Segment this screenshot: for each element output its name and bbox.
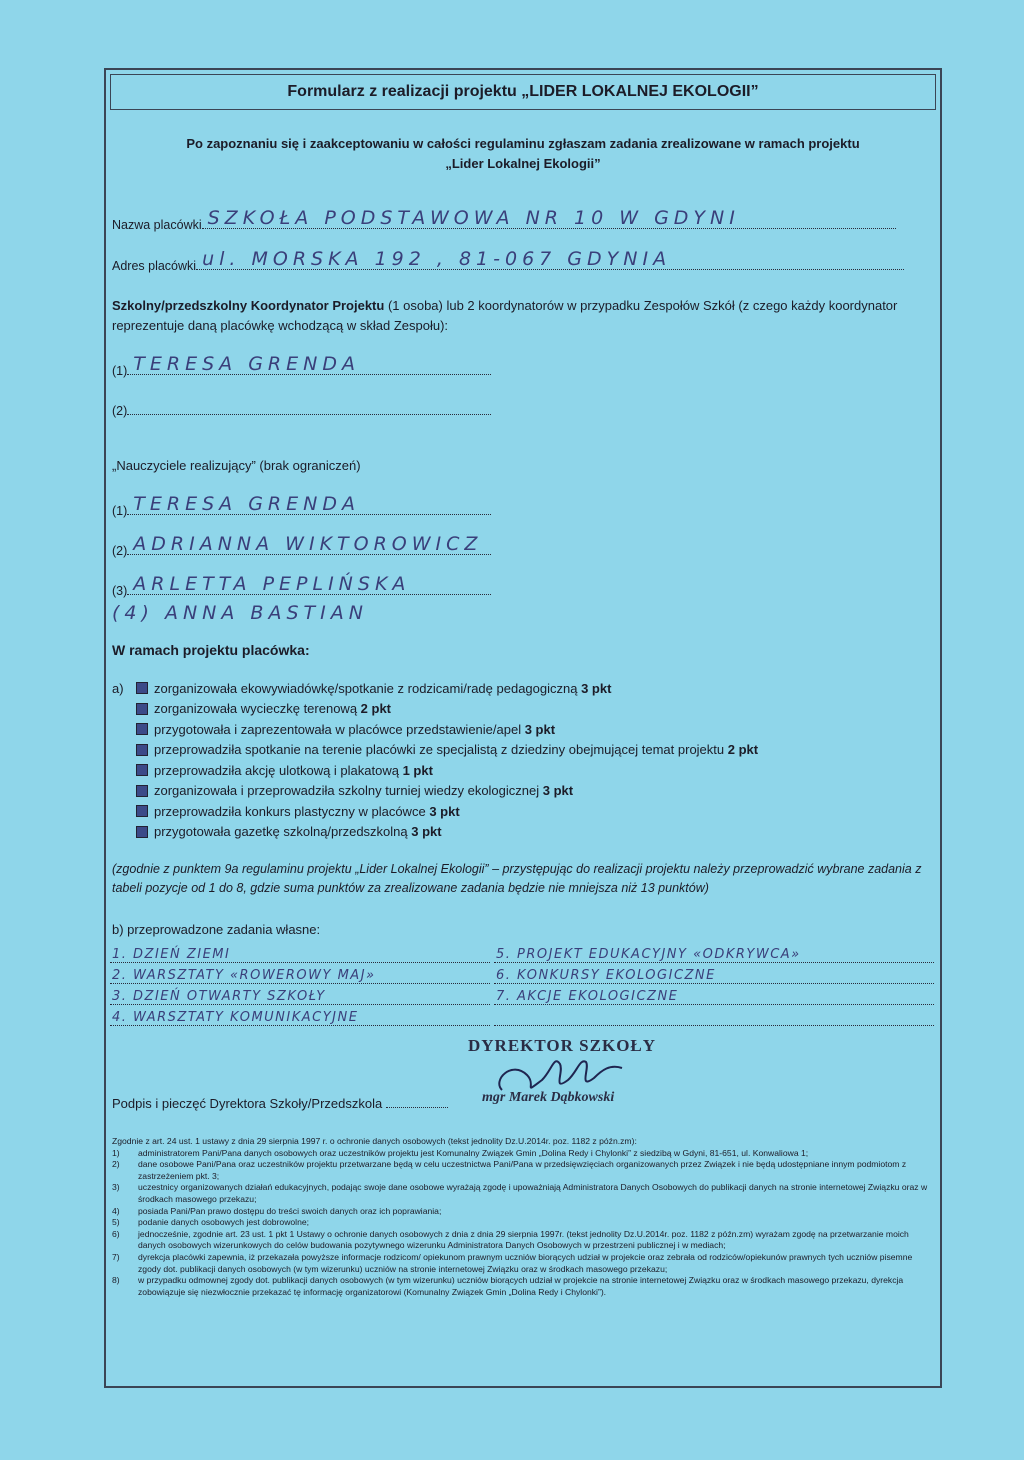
form-title [110,74,936,110]
nauczyciel-3-value: ARLETTA PEPLIŃSKA [133,573,411,595]
legal-num: 1) [112,1147,120,1158]
nauczyciel-2-line [127,533,491,555]
nauczyciel-1-label: (1) [112,504,128,518]
koordynator-1-value: TERESA GRENDA [133,353,360,375]
nauczyciel-3-line [127,573,491,595]
own-task-row [110,1005,940,1026]
own-task-row [110,942,940,963]
legal-item [112,1217,932,1229]
koordynator-2-line [127,398,491,415]
nauczyciel-3-label: (3) [112,584,128,598]
nauczyciele-heading-text: „Nauczyciele realizujący” (brak ograniczeń) [112,458,361,473]
legal-num: 3) [112,1182,120,1193]
nauczyciel-4-field[interactable] [112,602,512,624]
task-points: 3 pkt [411,824,442,840]
own-task-value: 2. WARSZTATY «ROWEROWY MAJ» [112,968,376,983]
nauczyciel-2-field[interactable] [112,533,491,558]
legal-text: jednocześnie, zgodnie art. 23 ust. 1 pkt 1 Ustawy o ochronie danych osobowych z dnia z dnia 29 sierpnia 1997r. (tekst jednolity Dz.U.2014r. poz. 1182 z późn.zm) wyrażam zgodę na przetwarzanie moich danych osobowych wizerunkowych do celów budowania pozytywnego wizerunku Administratora Danych Osobowych w przestrzeni publicznej i w mediach; [138,1228,909,1251]
legal-notice [112,1136,932,1298]
task-text: przygotowała i zaprezentowała w placówce przedstawienie/apel [154,721,522,737]
task-points: 3 pkt [524,721,556,737]
own-task-row [110,984,940,1005]
nazwa-line [202,207,896,229]
form-title-text: Formularz z realizacji projektu „LIDER LOKALNEJ EKOLOGII” [287,83,759,100]
intro-text [126,134,920,174]
ramach-heading [112,642,310,658]
legal-text: podanie danych osobowych jest dobrowolne; [138,1217,310,1228]
nauczyciel-3-field[interactable] [112,573,491,598]
own-task-field[interactable] [110,963,490,984]
intro-line-2: „Lider Lokalnej Ekologii” [445,156,601,171]
checkbox-checked[interactable] [136,764,148,776]
director-stamp-title: DYREKTOR SZKOŁY [468,1036,657,1055]
nauczyciel-1-value: TERESA GRENDA [133,493,360,515]
task-item[interactable] [112,678,758,699]
nauczyciel-2-value: ADRIANNA WIKTOROWICZ [133,533,483,555]
own-task-field[interactable] [494,942,934,963]
own-task-value: 1. DZIEŃ ZIEMI [112,947,231,962]
nauczyciel-2-label: (2) [112,544,128,558]
intro-line-1: Po zapoznaniu się i zaakceptowaniu w całości regulaminu zgłaszam zadania zrealizowane w ramach projektu [186,136,860,151]
task-points: 3 pkt [581,680,612,696]
nauczyciel-1-line [127,493,491,515]
task-list-letter: a) [112,680,124,696]
task-item[interactable] [112,781,758,802]
koordynator-2-label: (2) [112,404,128,418]
task-item[interactable] [112,740,758,761]
koordynator-1-label: (1) [112,364,128,378]
own-task-field[interactable] [494,963,934,984]
task-item[interactable] [112,801,758,822]
koordynator-heading-bold: Szkolny/przedszkolny Koordynator Projektu [112,298,385,313]
own-task-value: 4. WARSZTATY KOMUNIKACYJNE [112,1010,359,1025]
legal-text: dane osobowe Pani/Pana oraz uczestników projektu przetwarzane będą w celu uczestnictwa Pani/Pana w przedsięwzięciach organizowanych przez Związek i nie będą udostępniane innym podmiotom z zastrzeżeniem pkt. 3; [138,1159,907,1181]
legal-text: administratorem Pani/Pana danych osobowych oraz uczestników projektu jest Komunalny Związek Gmin „Dolina Redy i Chylonki” z siedzibą w Gdyni, 81-651, ul. Konwaliowa 1; [138,1147,809,1158]
koordynator-heading [112,296,930,336]
legal-item [112,1148,932,1160]
legal-num: 8) [112,1275,120,1286]
own-task-value: 3. DZIEŃ OTWARTY SZKOŁY [112,989,326,1004]
task-list [112,678,758,842]
legal-item [112,1182,932,1205]
task-text: zorganizowała i przeprowadziła szkolny turniej wiedzy ekologicznej [154,783,540,799]
ramach-heading-text: W ramach projektu placówka: [112,642,310,658]
legal-num: 2) [112,1159,120,1170]
legal-item [112,1229,932,1252]
koordynator-heading-rest: (1 osoba) lub 2 koordynatorów w przypadku Zespołów Szkół (z czego każdy koordynator reprezentuje daną placówkę wchodzącą w skład Zespołu): [112,298,898,333]
adres-field[interactable] [112,248,904,273]
legal-text: uczestnicy organizowanych działań edukacyjnych, podając swoje dane osobowe wyrażają zgodę i upoważniają Administratora Danych Osobowych do publikacji danych na stronie internetowej Związku oraz w środkach masowego przekazu; [138,1182,928,1204]
checkbox-checked[interactable] [136,682,148,694]
task-points: 2 pkt [360,701,392,717]
own-task-field[interactable] [110,984,490,1005]
nazwa-label: Nazwa placówki [112,218,202,232]
legal-intro: Zgodnie z art. 24 ust. 1 ustawy z dnia 29 sierpnia 1997 r. o ochronie danych osobowych (tekst jednolity Dz.U.2014r. poz. 1182 z późn.zm): [112,1136,637,1146]
task-text: przygotowała gazetkę szkolną/przedszkolną [154,824,408,840]
task-text: przeprowadziła akcję ulotkową i plakatową [154,762,399,778]
task-item[interactable] [112,760,758,781]
signature-label-text: Podpis i pieczęć Dyrektora Szkoły/Przedszkola [112,1096,383,1111]
regulation-note: (zgodnie z punktem 9a regulaminu projektu „Lider Lokalnej Ekologii” – przystępując do realizacji projektu należy przeprowadzić wybrane zadania z tabeli pozycje od 1 do 8, gdzie suma punktów za zrealizowane zadania będzie nie mniejsza niż 13 punktów) [112,862,922,895]
own-tasks-grid [110,942,940,1026]
nazwa-field[interactable] [112,207,896,232]
legal-num: 6) [112,1228,120,1239]
own-task-value: 7. AKCJE EKOLOGICZNE [496,989,679,1004]
koordynator-2-field[interactable] [112,398,491,418]
own-task-field[interactable] [494,984,934,1005]
signature-label [112,1096,448,1111]
task-points: 3 pkt [429,803,460,819]
own-task-field[interactable] [494,1005,934,1026]
checkbox-checked[interactable] [136,785,148,797]
adres-value: ul. MORSKA 192 , 81-067 GDYNIA [202,248,672,270]
legal-item [112,1159,932,1182]
own-tasks-heading: b) przeprowadzone zadania własne: [112,922,321,937]
own-task-field[interactable] [110,942,490,963]
checkbox-checked[interactable] [136,703,148,715]
own-task-value: 5. PROJEKT EDUKACYJNY «ODKRYWCA» [496,947,801,962]
legal-text: w przypadku odmownej zgody dot. publikacji danych osobowych (w tym wizerunku) uczniów biorących udział w projekcie na stronie internetowej Związku oraz w środkach masowego przekazu, dyrekcja zobowiązuje się niezwłocznie przekazać tę informację organizatorowi (Komunalny Związek Gmin „Dolina Redy i Chylonki”). [138,1275,904,1297]
legal-text: posiada Pani/Pan prawo dostępu do treści swoich danych oraz ich poprawiania; [138,1205,442,1216]
adres-label: Adres placówki [112,259,197,273]
koordynator-1-line [127,353,491,375]
task-text: zorganizowała wycieczkę terenową [154,701,358,717]
signature-line[interactable] [386,1107,448,1108]
legal-item [112,1206,932,1218]
checkbox-checked[interactable] [136,805,148,817]
own-task-field[interactable] [110,1005,490,1026]
task-item[interactable] [112,719,758,740]
own-task-value: 6. KONKURSY EKOLOGICZNE [496,968,716,983]
legal-num: 4) [112,1205,120,1216]
task-text: przeprowadziła spotkanie na terenie placówki ze specjalistą z dziedziny obejmującej temat projektu [154,742,725,758]
task-points: 1 pkt [402,762,433,778]
koordynator-1-field[interactable] [112,353,491,378]
nauczyciele-heading [112,458,361,473]
own-task-row [110,963,940,984]
task-item[interactable] [112,699,758,720]
legal-num: 7) [112,1251,120,1262]
checkbox-checked[interactable] [136,723,148,735]
task-text: zorganizowała ekowywiadówkę/spotkanie z rodzicami/radę pedagogiczną [154,680,578,696]
legal-text: dyrekcja placówki zapewnia, iż przekazała powyższe informacje rodzicom/ opiekunom prawnym uczniów biorących udział w projekcie oraz zebrała od rodziców/opiekunów prawnych tych uczniów pisemne zgody dot. publikacji danych osobowych (w tym wizerunku) uczniów na stronie internetowej Związku oraz w środkach masowego przekazu; [138,1251,913,1274]
task-points: 2 pkt [727,742,759,758]
director-stamp-name: mgr Marek Dąbkowski [482,1090,615,1105]
legal-item [112,1275,932,1298]
task-points: 3 pkt [542,783,574,799]
nauczyciel-1-field[interactable] [112,493,491,518]
task-text: przeprowadziła konkurs plastyczny w placówce [154,803,426,819]
nazwa-value: SZKOŁA PODSTAWOWA NR 10 W GDYNI [207,207,740,229]
checkbox-checked[interactable] [136,826,148,838]
adres-line [196,248,904,270]
legal-item [112,1252,932,1275]
legal-num: 5) [112,1217,120,1228]
form-page [104,68,942,1388]
nauczyciel-4-value: (4) ANNA BASTIAN [112,602,368,624]
task-item[interactable] [112,822,758,843]
checkbox-checked[interactable] [136,744,148,756]
